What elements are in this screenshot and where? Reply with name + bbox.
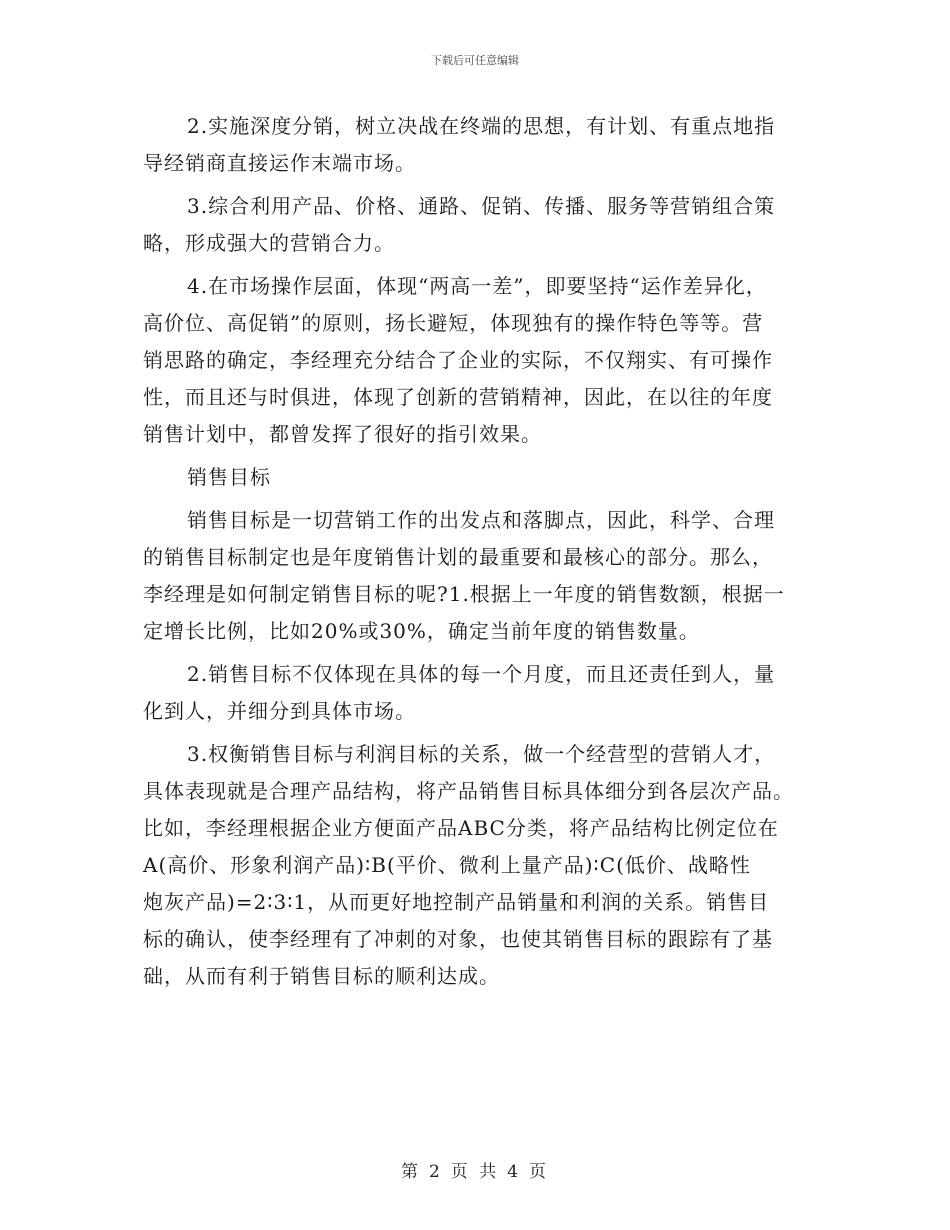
footer-suffix: 页 [529, 1162, 550, 1182]
page-footer [0, 1157, 950, 1182]
section-heading-sales-target: 销售目标 [187, 465, 271, 489]
document-body [143, 108, 805, 1001]
current-page-number: 2 [428, 1162, 443, 1182]
total-page-number: 4 [507, 1162, 522, 1182]
paragraph-profit-balance: 3.权衡销售目标与利润目标的关系，做一个经营型的营销人才， 具体表现就是合理产品结构，将产品销售目标具体细分到各层次产品。 比如，李经理根据企业方便面产品ABC分类，将产品结构比例定位在 A(高价、形象利润产品)∶B(平价、微利上量产品)∶C(低价、战略性 炮灰产品)=2∶3∶1，从而更好地控制产品销量和利润的关系。销售目 标的确认，使李经理有了冲刺的对象，也使其销售目标的跟踪有了基 础，从而有利于销售目标的顺利达成。 [143, 742, 794, 988]
footer-middle: 页 共 [450, 1162, 500, 1182]
header-note: 下载后可任意编辑 [431, 54, 519, 67]
paragraph-target-responsibility: 2.销售目标不仅体现在具体的每一个月度，而且还责任到人，量 化到人，并细分到具体市场。 [143, 662, 776, 723]
paragraph-sales-target-intro: 销售目标是一切营销工作的出发点和落脚点，因此，科学、合理 的销售目标制定也是年度销售计划的最重要和最核心的部分。那么， 李经理是如何制定销售目标的呢?1.根据上一年度的销售数额，根据一 定增长比例，比如20%或30%，确定当前年度的销售数量。 [143, 508, 785, 643]
paragraph-market-operation: 4.在市场操作层面，体现“两高一差”，即要坚持“运作差异化， 高价位、高促销”的原则，扬长避短，体现独有的操作特色等等。营 销思路的确定，李经理充分结合了企业的实际，不仅翔实、有可操作 性，而且还与时俱进，体现了创新的营销精神，因此，在以往的年度 销售计划中，都曾发挥了很好的指引效果。 [143, 274, 773, 446]
paragraph-marketing-mix: 3.综合利用产品、价格、通路、促销、传播、服务等营销组合策 略，形成强大的营销合力。 [143, 194, 776, 255]
footer-prefix: 第 [400, 1162, 421, 1182]
paragraph-deep-distribution: 2.实施深度分销，树立决战在终端的思想，有计划、有重点地指 导经销商直接运作末端市场。 [143, 114, 776, 175]
